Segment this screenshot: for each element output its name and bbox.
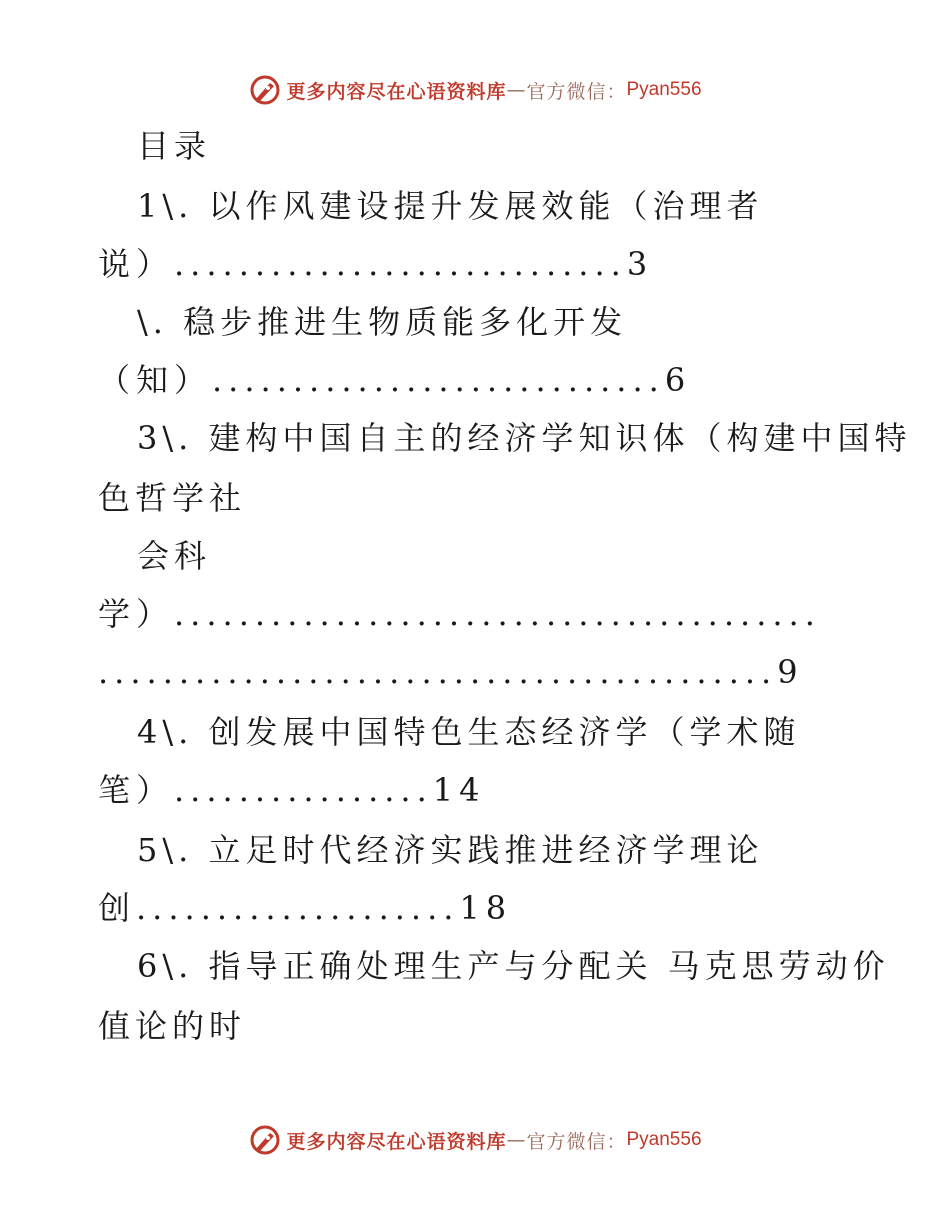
banner-brand-text: 更多内容尽在心语资料库: [286, 80, 507, 103]
toc-entry-3-page: ..........................................9: [98, 653, 804, 691]
toc-entry-3-leader: 学）........................................: [98, 595, 821, 633]
toc-entry-5-title: 5\. 立足时代经济实践推进经济学理论: [137, 831, 764, 869]
toc-entry-2-title: \. 稳步推进生物质能多化开发: [137, 303, 628, 341]
header-watermark-banner: [0, 70, 950, 110]
toc-heading: 目录: [137, 127, 212, 165]
toc-entry-3-continued-2: 会科: [137, 537, 212, 575]
banner-official-label: 官方微信：: [526, 1130, 627, 1153]
toc-entry-4-title: 4\. 创发展中国特色生态经济学（学术随: [137, 713, 801, 751]
footer-watermark-banner: [0, 1120, 950, 1160]
toc-entry-3-title: 3\. 建构中国自主的经济学知识体（构建中国特: [137, 419, 912, 457]
toc-entry-4-page: 笔）................14: [98, 771, 486, 809]
toc-entry-1-page: 说）............................3: [98, 245, 654, 283]
pen-logo-icon: [248, 1123, 282, 1157]
banner-separator: —: [506, 79, 527, 101]
toc-entry-6-continued: 值论的时: [98, 1007, 247, 1045]
toc-entry-1-title: 1\. 以作风建设提升发展效能（治理者: [137, 187, 764, 225]
banner-separator: —: [506, 1129, 527, 1151]
toc-entry-6-title: 6\. 指导正确处理生产与分配关 马克思劳动价: [137, 947, 890, 985]
toc-entry-3-continued-1: 色哲学社: [98, 479, 247, 517]
banner-wechat-id: Pyan556: [626, 79, 702, 100]
banner-wechat-id: Pyan556: [626, 1129, 702, 1150]
banner-brand-text: 更多内容尽在心语资料库: [286, 1130, 507, 1153]
toc-entry-2-page: （知）............................6: [98, 361, 692, 399]
banner-official-label: 官方微信：: [526, 80, 627, 103]
pen-logo-icon: [248, 73, 282, 107]
toc-entry-5-page: 创....................18: [98, 889, 513, 927]
